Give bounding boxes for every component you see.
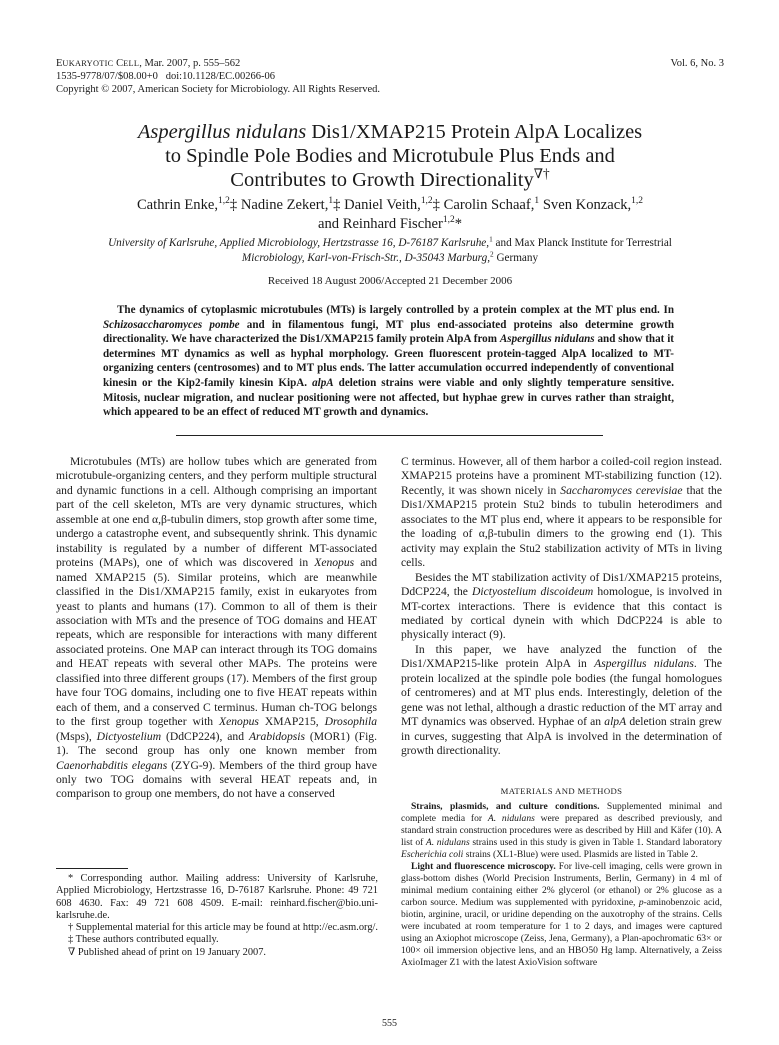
intro-paragraph-1: Microtubules (MTs) are hollow tubes which are generated from microtubule-organizing centers, and they perform multiple structural and dynamic functions in a cell. Although comprising an important part of the cell skeleton, MTs are very dynamic structures, which assemble at one end α,β-tubulin dimers, stop growth after some time, undergo a catastrophe event, and subsequently shrink. This dynamic instability is regulated by a number of different MT-associated proteins (MAPs), one of which was discovered in Xenopus and named XMAP215 (5). Similar proteins, which are meanwhile classified in the Dis1/XMAP215 family, exist in eukaryotes from yeast to plants and humans (17). Common to all of them is their association with MTs and the presence of TOG domains and HEAT repeats, which are responsible for interactions with many different associated proteins. One MAP can interact through its TOG domains and HEAT repeats with several other MAPs. The proteins were classified into three different groups (17). Members of the first group have four TOG domains, including one to five HEAT repeats within each of them, and a conserved C terminus. Human ch-TOG belongs to the first group together with Xenopus XMAP215, Drosophila (Msps), Dictyostelium (DdCP224), and Arabidopsis (MOR1) (Fig. 1). The second group has only one known member from Caenorhabditis elegans (ZYG-9). Members of the third group have only two TOG domains with several HEAT repeats and, in comparison to group one members, do not have a conserved: [56, 455, 378, 801]
body-column-left: [56, 455, 377, 802]
copyright-line: Copyright © 2007, American Society for Microbiology. All Rights Reserved.: [56, 84, 381, 95]
issn-doi: 1535-9778/07/$08.00+0 doi:10.1128/EC.00266-06: [56, 71, 276, 82]
volume-info: Vol. 6, No. 3: [670, 58, 724, 69]
footnote-published-ahead: ∇ Published ahead of print on 19 January 2007.: [68, 946, 267, 958]
section-heading-methods: MATERIALS AND METHODS: [500, 786, 623, 796]
body-column-right: [401, 455, 722, 759]
footnote-equal-contribution: ‡ These authors contributed equally.: [68, 934, 219, 946]
author-name: Carolin Schaaf,$^1$: [443, 196, 540, 213]
running-header: [56, 57, 724, 96]
methods-paragraph-strains: Strains, plasmids, and culture conditions. Supplemented minimal and complete media for A. nidulans were prepared as described previously, and standard strain construction procedures were as described by Hill and Käfer (10). A list of A. nidulans strains used in this study is given in Table 1. Standard laboratory Escherichia coli strains (XL1-Blue) were used. Plasmids are listed in Table 2.: [401, 801, 722, 860]
page-number: 555: [382, 1018, 397, 1029]
footnote-corresponding: * Corresponding author. Mailing address: University of Karlsruhe, Applied Microbiology, Hertzstrasse 16, D-76187 Karlsruhe. Phone: 49 721 608 4630. Fax: 49 721 608 4509. E-mail: reinhard.fischer@bio.uni-karlsruhe.de.: [56, 873, 378, 921]
author-name: Daniel Veith,$^{1,2}$‡: [344, 196, 444, 213]
author-name: Sven Konzack,$^{1,2}$: [542, 196, 644, 213]
footnotes: [56, 873, 378, 959]
footnote-supplemental: † Supplemental material for this article may be found at http://ec.asm.org/.: [68, 922, 379, 934]
journal-citation: EUKARYOTIC CELL, Mar. 2007, p. 555–562: [56, 58, 241, 69]
authors-line-1: [137, 197, 643, 213]
intro-paragraph-3: In this paper, we have analyzed the function of the Dis1/XMAP215-like protein AlpA in Aspergillus nidulans. The protein localized at the spindle pole bodies (the fungal homologues of centromeres) and at MT plus ends. Interestingly, deletion of the gene was not lethal, although a drastic reduction of the MT array and MT dynamics was observed. Hyphae of an alpA deletion strain grew in curves, suggesting that AlpA is involved in the determination of growth directionality.: [401, 642, 722, 758]
affiliations: University of Karlsruhe, Applied Microbiology, Hertzstrasse 16, D-76187 Karlsruhe,$^1$ and Max Planck Institute for Terrestrial Microbiology, Karl-von-Frisch-Str., D-35043 Marburg,$^2$ Germany: [108, 235, 672, 264]
intro-paragraph-2: Besides the MT stabilization activity of Dis1/XMAP215 proteins, DdCP224, the Dictyostelium discoideum homologue, is involved in MT-cortex interactions. There is evidence that this contact is mediated by cortical dynein with which DdCP224 is able to physically interact (9).: [401, 570, 723, 642]
abstract: The dynamics of cytoplasmic microtubules (MTs) is largely controlled by a protein complex at the MT plus end. In Schizosaccharomyces pombe and in filamentous fungi, MT plus end-associated proteins also determine growth directionality. We have characterized the Dis1/XMAP215 family protein AlpA from Aspergillus nidulans and show that it determines MT dynamics as well as hyphal morphology. Green fluorescent protein-tagged AlpA localized to MT-organizing centers (centrosomes) and to MT plus ends. The latter accumulation occurred independently of conventional kinesin or the Kip2-family kinesin KipA. alpA deletion strains were viable and only slightly temperature sensitive. Mitosis, nuclear migration, and nuclear positioning were not affected, but hyphae grew in curves rather than straight, which appeared to be an effect of reduced MT growth and dynamics.: [103, 304, 675, 419]
footnote-divider: [56, 868, 128, 869]
author-name: Cathrin Enke,$^{1,2}$‡: [136, 196, 241, 213]
author-name: Nadine Zekert,$^1$‡: [240, 196, 345, 213]
methods-paragraph-microscopy: Light and fluorescence microscopy. For live-cell imaging, cells were grown in glass-bottom dishes (World Precision Instruments, Berlin, Germany) in 4 ml of minimal medium containing either 2% glycerol (or ethanol) or 2% glucose as a carbon source. Medium was supplemented with pyridoxine, p-aminobenzoic acid, biotin, arginine, uracil, or uridine depending on the auxotrophy of the strains. Cells were incubated at room temperature for 1 to 2 days, and images were captured using an Axiophot microscope (Zeiss, Jena, Germany), a Plan-apochromatic 63× or 100× oil immersion objective lens, and an HBO50 Hg lamp. Alternatively, a Zeiss AxioImager Z1 with the latest AxioVision software: [401, 861, 722, 968]
methods-text: [401, 801, 722, 969]
article-title: Aspergillus nidulans Dis1/XMAP215 Protein AlpA Localizes to Spindle Pole Bodies and Microtubule Plus Ends and Contributes to Growth Directionality∇†: [137, 121, 643, 191]
received-dates: Received 18 August 2006/Accepted 21 December 2006: [267, 275, 513, 287]
author-list: Cathrin Enke,$^{1,2}$‡ Nadine Zekert,$^1$‡ Daniel Veith,$^{1,2}$‡ Carolin Schaaf,$^1$ Sven Konzack,$^{1,2}$ and Reinhard Fischer$^{1,2}$*: [136, 196, 644, 232]
abstract-divider: [176, 435, 603, 436]
intro-paragraph-continued: C terminus. However, all of them harbor a coiled-coil region instead. XMAP215 proteins have a prominent MT-stabilizing function (12). Recently, it was shown nicely in Saccharomyces cerevisiae that the Dis1/XMAP215 protein Stu2 binds to tubulin heterodimers and associates to the MT plus end, where it appears to be responsible for the loading of α,β-tubulin dimers to the growing end (1). This activity may explain the Stu2 stabilization activity of MTs in living cells.: [401, 455, 722, 570]
